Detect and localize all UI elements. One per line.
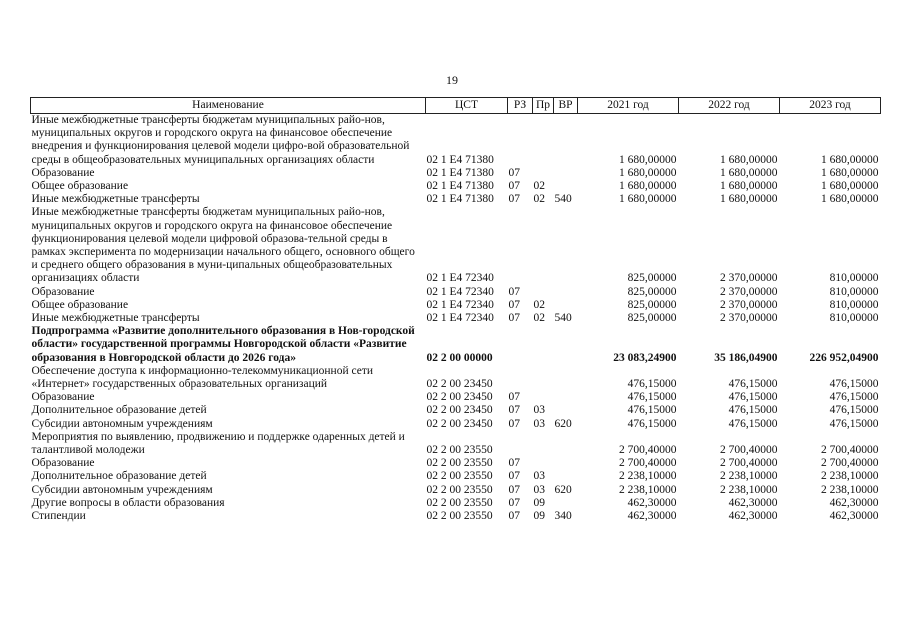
cell-cst: 02 1 E4 72340 [426, 285, 494, 298]
cell-2023: 2 238,10000 [821, 483, 879, 496]
cell-2021: 1 680,00000 [619, 166, 677, 179]
cell-vr [554, 325, 578, 365]
cell-name: Другие вопросы в области образования [31, 496, 225, 509]
cell-vr [554, 286, 578, 299]
cell-pr [533, 286, 554, 299]
page-number: 19 [446, 73, 458, 87]
header-2021: 2021 год [578, 98, 679, 114]
cell-2023: 462,30000 [829, 496, 879, 509]
cell-2021: 2 238,10000 [619, 483, 677, 496]
cell-cst: 02 2 00 23450 [426, 391, 493, 404]
table-header-row [31, 98, 881, 114]
cell-2022: 2 700,40000 [720, 444, 778, 457]
cell-2023: 462,30000 [829, 510, 879, 523]
cell-pr [533, 206, 554, 285]
cell-rz: 07 [508, 457, 520, 470]
header-name: Наименование [31, 98, 426, 114]
cell-cst: 02 1 E4 71380 [426, 180, 494, 193]
cell-cst: 02 2 00 23450 [426, 417, 493, 430]
table-row [31, 180, 881, 193]
table-row [31, 404, 881, 417]
cell-2022: 2 370,00000 [720, 312, 778, 325]
cell-rz: 07 [508, 193, 520, 206]
table-row [31, 431, 881, 457]
cell-2022: 476,15000 [728, 391, 778, 404]
cell-2022: 2 370,00000 [720, 272, 778, 285]
table-row [31, 312, 881, 325]
cell-rz: 07 [508, 404, 520, 417]
cell-vr [554, 470, 578, 483]
cell-rz [508, 325, 533, 365]
cell-vr: 540 [554, 312, 572, 325]
cell-name: Мероприятия по выявлению, продвижению и поддержке одаренных детей и талантливой молодежи [31, 430, 405, 457]
cell-rz: 07 [508, 166, 520, 179]
header-pr: Пр [533, 98, 554, 114]
cell-2021: 825,00000 [627, 272, 677, 285]
cell-2021: 476,15000 [627, 391, 677, 404]
cell-2021: 1 680,00000 [619, 153, 677, 166]
table-row [31, 299, 881, 312]
cell-pr: 02 [533, 298, 545, 311]
cell-2021: 825,00000 [627, 285, 677, 298]
cell-2023: 476,15000 [829, 378, 879, 391]
cell-2022: 476,15000 [728, 404, 778, 417]
cell-2022: 1 680,00000 [720, 193, 778, 206]
cell-2021: 476,15000 [627, 378, 677, 391]
table-row [31, 457, 881, 470]
cell-2023: 1 680,00000 [821, 153, 879, 166]
cell-2023: 476,15000 [829, 417, 879, 430]
cell-rz: 07 [508, 470, 520, 483]
cell-vr [554, 391, 578, 404]
table-row [31, 193, 881, 206]
table-row [31, 470, 881, 483]
cell-cst: 02 2 00 23450 [426, 378, 493, 391]
cell-2022: 2 238,10000 [720, 470, 778, 483]
cell-rz: 07 [508, 312, 520, 325]
cell-pr [533, 457, 554, 470]
cell-2021: 2 238,10000 [619, 470, 677, 483]
cell-2023: 476,15000 [829, 404, 879, 417]
cell-pr [533, 365, 554, 391]
cell-vr [554, 404, 578, 417]
header-2022: 2022 год [679, 98, 780, 114]
header-vr: ВР [554, 98, 578, 114]
cell-pr: 09 [533, 510, 545, 523]
table-row [31, 497, 881, 510]
cell-2023: 1 680,00000 [821, 166, 879, 179]
cell-rz [508, 206, 533, 285]
cell-name: Иные межбюджетные трансферты [31, 312, 200, 325]
cell-cst: 02 2 00 23550 [426, 444, 493, 457]
table-row [31, 206, 881, 285]
cell-rz: 07 [508, 417, 520, 430]
cell-pr [533, 391, 554, 404]
cell-2023: 2 700,40000 [821, 444, 879, 457]
cell-2021: 23 083,24900 [613, 351, 677, 364]
cell-2022: 2 370,00000 [720, 285, 778, 298]
cell-pr: 03 [533, 483, 545, 496]
cell-vr: 620 [554, 417, 572, 430]
cell-cst: 02 2 00 23550 [426, 483, 493, 496]
cell-cst: 02 1 E4 72340 [426, 298, 494, 311]
cell-2022: 2 370,00000 [720, 298, 778, 311]
cell-name: Подпрограмма «Развитие дополнительного образования в Нов-городской области» государственной программы Новгородской области «Развитие образования в Новгородской области до 2026 года» [31, 325, 415, 364]
cell-pr: 03 [533, 404, 545, 417]
cell-2023: 2 238,10000 [821, 470, 879, 483]
cell-vr: 340 [554, 510, 572, 523]
cell-pr: 02 [533, 193, 545, 206]
cell-2021: 476,15000 [627, 404, 677, 417]
cell-vr [554, 365, 578, 391]
table-row [31, 484, 881, 497]
cell-name: Обеспечение доступа к информационно-телекоммуникационной сети «Интернет» государственных образовательных организаций [31, 364, 374, 391]
cell-name: Образование [31, 285, 95, 298]
cell-vr [554, 431, 578, 457]
cell-pr: 03 [533, 417, 545, 430]
cell-2021: 476,15000 [627, 417, 677, 430]
table-body [31, 114, 881, 524]
cell-pr: 02 [533, 180, 545, 193]
cell-2021: 462,30000 [627, 510, 677, 523]
cell-rz [508, 431, 533, 457]
header-cst: ЦСТ [426, 98, 508, 114]
cell-2022: 1 680,00000 [720, 166, 778, 179]
cell-vr [554, 114, 578, 167]
cell-vr [554, 457, 578, 470]
cell-2023: 810,00000 [829, 285, 879, 298]
table-row [31, 114, 881, 167]
cell-vr [554, 167, 578, 180]
cell-vr [554, 180, 578, 193]
cell-2023: 810,00000 [829, 298, 879, 311]
cell-2023: 2 700,40000 [821, 457, 879, 470]
cell-name: Образование [31, 457, 95, 470]
cell-2022: 1 680,00000 [720, 153, 778, 166]
cell-cst: 02 2 00 23550 [426, 510, 493, 523]
cell-vr: 620 [554, 483, 572, 496]
cell-name: Образование [31, 166, 95, 179]
cell-name: Иные межбюджетные трансферты бюджетам муниципальных райо-нов, муниципальных округов и городского округа на финансовое обеспечение функционирования целевой модели цифровой образова-тельной среды в рамках эксперимента по модернизации начального общего, основного общего и среднего общего образования в муни-ципальных общеобразовательных организациях области [31, 206, 415, 285]
cell-name: Общее образование [31, 298, 129, 311]
cell-cst: 02 1 E4 72340 [426, 272, 494, 285]
cell-2022: 2 238,10000 [720, 483, 778, 496]
cell-2022: 462,30000 [728, 496, 778, 509]
cell-2021: 2 700,40000 [619, 457, 677, 470]
cell-pr: 09 [533, 496, 545, 509]
header-2023: 2023 год [780, 98, 881, 114]
cell-rz: 07 [508, 496, 520, 509]
cell-2022: 35 186,04900 [714, 351, 778, 364]
cell-2023: 810,00000 [829, 272, 879, 285]
cell-2021: 825,00000 [627, 312, 677, 325]
cell-2021: 1 680,00000 [619, 193, 677, 206]
table-row [31, 286, 881, 299]
cell-2021: 2 700,40000 [619, 444, 677, 457]
cell-2023: 1 680,00000 [821, 193, 879, 206]
cell-cst: 02 2 00 00000 [426, 351, 493, 364]
cell-pr: 03 [533, 470, 545, 483]
cell-2022: 2 700,40000 [720, 457, 778, 470]
cell-vr [554, 206, 578, 285]
cell-rz [508, 365, 533, 391]
cell-cst: 02 1 E4 71380 [426, 193, 494, 206]
header-rz: РЗ [508, 98, 533, 114]
cell-pr [533, 325, 554, 365]
cell-name: Общее образование [31, 180, 129, 193]
cell-name: Иные межбюджетные трансферты бюджетам муниципальных райо-нов, муниципальных округов и городского округа на финансовое обеспечение внедрения и функционирования целевой модели цифро-вой образовательной среды в общеобразовательных муниципальных организациях области [31, 114, 410, 166]
cell-2023: 226 952,04900 [809, 351, 879, 364]
cell-2021: 1 680,00000 [619, 180, 677, 193]
cell-rz: 07 [508, 510, 520, 523]
cell-cst: 02 2 00 23550 [426, 496, 493, 509]
cell-name: Иные межбюджетные трансферты [31, 193, 200, 206]
cell-name: Субсидии автономным учреждениям [31, 483, 213, 496]
cell-name: Стипендии [31, 510, 86, 523]
cell-2022: 1 680,00000 [720, 180, 778, 193]
cell-name: Образование [31, 391, 95, 404]
cell-rz [508, 114, 533, 167]
table-row [31, 391, 881, 404]
cell-cst: 02 1 E4 71380 [426, 153, 494, 166]
table-row [31, 510, 881, 523]
cell-cst: 02 2 00 23550 [426, 470, 493, 483]
cell-2021: 462,30000 [627, 496, 677, 509]
cell-name: Субсидии автономным учреждениям [31, 417, 213, 430]
cell-name: Дополнительное образование детей [31, 470, 207, 483]
cell-pr: 02 [533, 312, 545, 325]
cell-rz: 07 [508, 180, 520, 193]
cell-name: Дополнительное образование детей [31, 404, 207, 417]
cell-2022: 476,15000 [728, 417, 778, 430]
table-row [31, 325, 881, 365]
cell-vr [554, 299, 578, 312]
cell-rz: 07 [508, 298, 520, 311]
cell-2022: 476,15000 [728, 378, 778, 391]
budget-table [30, 97, 881, 523]
cell-vr [554, 497, 578, 510]
table-row [31, 167, 881, 180]
cell-cst: 02 2 00 23450 [426, 404, 493, 417]
cell-cst: 02 1 E4 71380 [426, 166, 494, 179]
cell-2023: 810,00000 [829, 312, 879, 325]
cell-rz: 07 [508, 391, 520, 404]
cell-pr [533, 167, 554, 180]
cell-pr [533, 114, 554, 167]
table-row [31, 418, 881, 431]
cell-2023: 476,15000 [829, 391, 879, 404]
table-row [31, 365, 881, 391]
cell-pr [533, 431, 554, 457]
cell-2021: 825,00000 [627, 298, 677, 311]
cell-cst: 02 2 00 23550 [426, 457, 493, 470]
cell-rz: 07 [508, 483, 520, 496]
cell-2022: 462,30000 [728, 510, 778, 523]
cell-2023: 1 680,00000 [821, 180, 879, 193]
cell-vr: 540 [554, 193, 572, 206]
cell-rz: 07 [508, 285, 520, 298]
cell-cst: 02 1 E4 72340 [426, 312, 494, 325]
